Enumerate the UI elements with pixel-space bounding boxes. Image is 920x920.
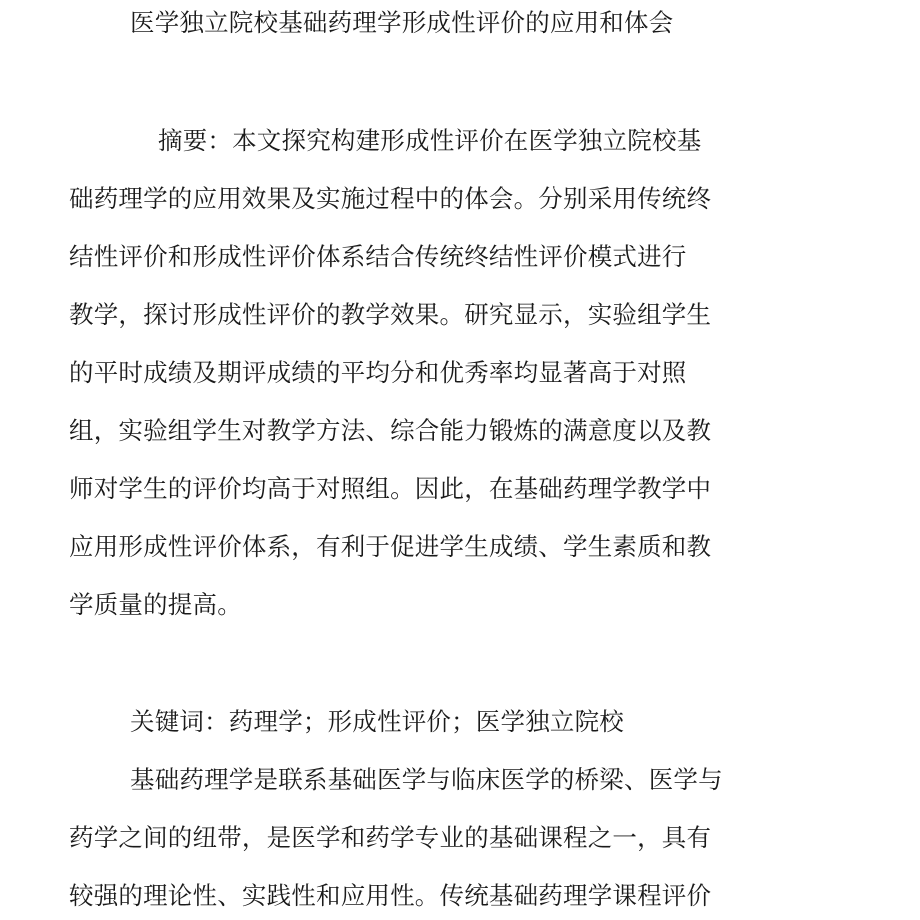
abstract-line-1: 摘要：本文探究构建形成性评价在医学独立院校基 xyxy=(158,126,702,155)
body-line-2: 药学之间的纽带，是医学和药学专业的基础课程之一，具有 xyxy=(69,823,712,852)
keywords-line: 关键词：药理学；形成性评价；医学独立院校 xyxy=(130,707,624,736)
document-title: 医学独立院校基础药理学形成性评价的应用和体会 xyxy=(130,8,674,37)
body-line-1: 基础药理学是联系基础医学与临床医学的桥梁、医学与 xyxy=(130,765,723,794)
abstract-line-3: 结性评价和形成性评价体系结合传统终结性评价模式进行 xyxy=(69,242,687,271)
abstract-line-9: 学质量的提高。 xyxy=(69,590,242,619)
abstract-line-4: 教学，探讨形成性评价的教学效果。研究显示，实验组学生 xyxy=(69,300,712,329)
abstract-line-7: 师对学生的评价均高于对照组。因此，在基础药理学教学中 xyxy=(69,474,712,503)
abstract-line-5: 的平时成绩及期评成绩的平均分和优秀率均显著高于对照 xyxy=(69,358,687,387)
abstract-line-2: 础药理学的应用效果及实施过程中的体会。分别采用传统终 xyxy=(69,184,712,213)
body-line-3: 较强的理论性、实践性和应用性。传统基础药理学课程评价 xyxy=(69,881,712,910)
abstract-line-6: 组，实验组学生对教学方法、综合能力锻炼的满意度以及教 xyxy=(69,416,712,445)
abstract-line-8: 应用形成性评价体系，有利于促进学生成绩、学生素质和教 xyxy=(69,532,712,561)
